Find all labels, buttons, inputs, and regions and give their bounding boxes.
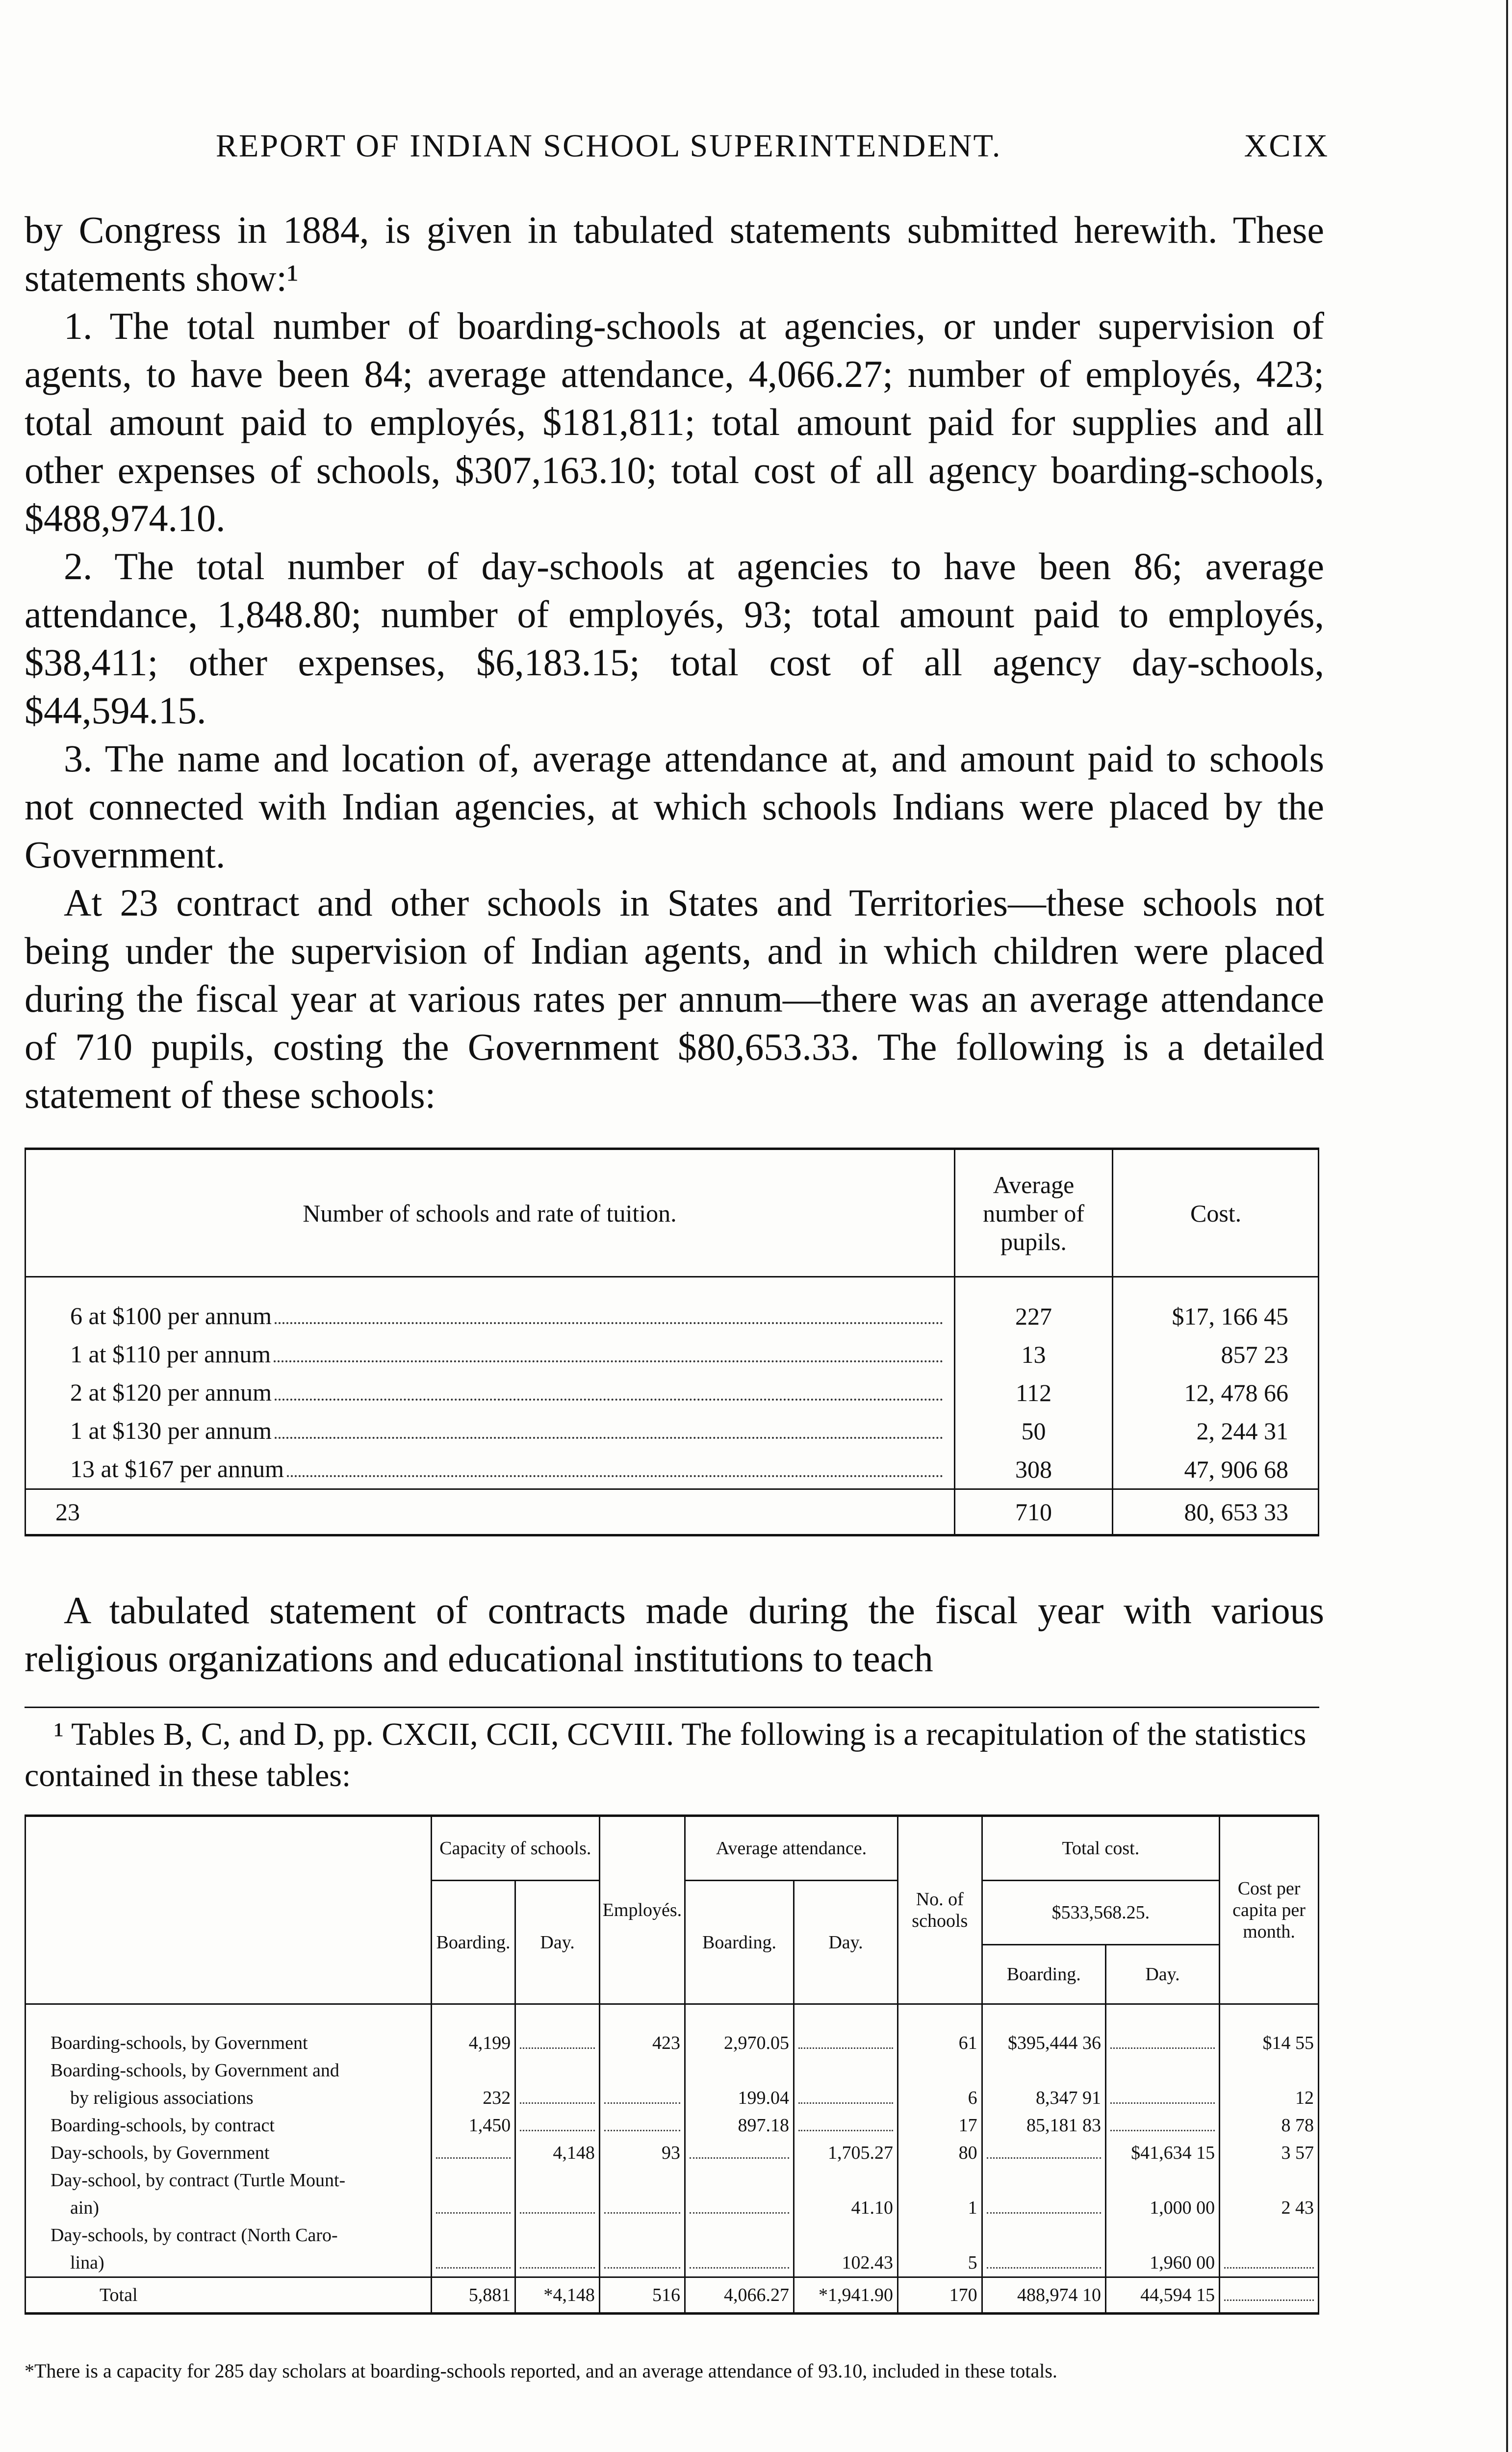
- row-label: 6 at $100 per annum: [70, 1302, 272, 1329]
- attendance-boarding-header: Boarding.: [685, 1881, 794, 2004]
- cell: 8 78: [1220, 2112, 1319, 2139]
- cell: 12: [1220, 2084, 1319, 2112]
- table-row: [26, 2167, 1319, 2194]
- cost-day-header: Day.: [1105, 1945, 1219, 2004]
- total-label: 23: [26, 1489, 955, 1535]
- footnote-text: ¹ Tables B, C, and D, pp. CXCII, CCII, CCVIII. The following is a recapitulation of the statistics contained in these tables:: [25, 1716, 1307, 1793]
- cell: 6: [898, 2084, 982, 2112]
- row-label: 13 at $167 per annum: [70, 1455, 284, 1482]
- total-cell: 44,594 15: [1105, 2277, 1219, 2314]
- blank-header: [26, 1816, 432, 2004]
- total-cell: *4,148: [515, 2277, 600, 2314]
- total-cost-header: Total cost.: [982, 1816, 1220, 1881]
- cell: 5: [898, 2249, 982, 2277]
- table-row: [26, 2057, 1319, 2084]
- total-cell: 4,066.27: [685, 2277, 794, 2314]
- table-row: [26, 2249, 1319, 2277]
- table-row: [26, 2222, 1319, 2249]
- row-label: 2 at $120 per annum: [70, 1379, 272, 1406]
- cell: 112: [954, 1374, 1112, 1412]
- cell: 1,960 00: [1105, 2249, 1219, 2277]
- row-label: Boarding-schools, by contract: [26, 2112, 432, 2139]
- row-label: 1 at $130 per annum: [70, 1417, 272, 1444]
- column-header: Average number of pupils.: [954, 1149, 1112, 1277]
- cell: 1,450: [431, 2112, 515, 2139]
- paragraph: 1. The total number of boarding-schools at agencies, or under supervision of agents, to have been 84; average attendance, 4,066.27; number of employés, 423; total amount paid to employés, $181,811; total amount paid for supplies and all other expenses of schools, $307,163.10; total cost of all agency boarding-schools, $488,974.10.: [25, 305, 1324, 539]
- total-amount-header: $533,568.25.: [982, 1881, 1220, 1945]
- employes-header: Employés.: [599, 1816, 685, 2004]
- recapitulation-table: [25, 1814, 1319, 2315]
- row-label: Boarding-schools, by Government and: [26, 2057, 432, 2084]
- page-edge: [1506, 0, 1508, 2452]
- footnote-rule: [25, 1707, 1319, 1708]
- cell: 308: [954, 1450, 1112, 1489]
- total-cell: 170: [898, 2277, 982, 2314]
- cell: 3 57: [1220, 2139, 1319, 2167]
- cell: 61: [898, 2029, 982, 2057]
- cell: 17: [898, 2112, 982, 2139]
- table-row: [26, 2139, 1319, 2167]
- cell: $395,444 36: [982, 2029, 1105, 2057]
- row-label: by religious associations: [26, 2084, 432, 2112]
- table-footnote-text: *There is a capacity for 285 day scholars at boarding-schools reported, and an average attendance of 93.10, included in these totals.: [25, 2360, 1057, 2382]
- total-cell: 80, 653 33: [1113, 1489, 1319, 1535]
- cell: 897.18: [685, 2112, 794, 2139]
- total-cell: 5,881: [431, 2277, 515, 2314]
- row-label: Day-schools, by contract (North Caro-: [26, 2222, 432, 2249]
- cell: 4,148: [515, 2139, 600, 2167]
- attendance-header: Average attendance.: [685, 1816, 897, 1881]
- cell: 102.43: [794, 2249, 898, 2277]
- cell: 50: [954, 1412, 1112, 1450]
- cell: 85,181 83: [982, 2112, 1105, 2139]
- paragraph: A tabulated statement of contracts made during the fiscal year with various religious organizations and educational institutions to teach: [25, 1589, 1324, 1680]
- cell: 1: [898, 2194, 982, 2222]
- table-row: [26, 1335, 1319, 1374]
- cell: $41,634 15: [1105, 2139, 1219, 2167]
- table-row: [26, 1374, 1319, 1412]
- cell: 232: [431, 2084, 515, 2112]
- row-label: 1 at $110 per annum: [70, 1340, 271, 1368]
- per-capita-header: Cost per capita per month.: [1220, 1816, 1319, 2004]
- total-cell: *1,941.90: [794, 2277, 898, 2314]
- table-row: [26, 1412, 1319, 1450]
- cell: 4,199: [431, 2029, 515, 2057]
- cell: 1,705.27: [794, 2139, 898, 2167]
- cell: 1,000 00: [1105, 2194, 1219, 2222]
- cell: $14 55: [1220, 2029, 1319, 2057]
- column-header: Cost.: [1113, 1149, 1319, 1277]
- total-cell: 516: [599, 2277, 685, 2314]
- paragraph: by Congress in 1884, is given in tabulated statements submitted herewith. These statements show:¹: [25, 208, 1324, 299]
- body-text-continued: [25, 1586, 1324, 1683]
- cell: 12, 478 66: [1113, 1374, 1319, 1412]
- cell: 80: [898, 2139, 982, 2167]
- header-title: REPORT OF INDIAN SCHOOL SUPERINTENDENT.: [216, 128, 1002, 164]
- row-label: Boarding-schools, by Government: [26, 2029, 432, 2057]
- total-row: [26, 1489, 1319, 1535]
- column-header: Number of schools and rate of tuition.: [26, 1149, 955, 1277]
- table-row: [26, 1450, 1319, 1489]
- body-text: [25, 206, 1324, 1119]
- cell: 2, 244 31: [1113, 1412, 1319, 1450]
- cost-boarding-header: Boarding.: [982, 1945, 1105, 2004]
- cell: 41.10: [794, 2194, 898, 2222]
- row-label: lina): [26, 2249, 432, 2277]
- cell: 8,347 91: [982, 2084, 1105, 2112]
- table-header-row: [26, 1149, 1319, 1277]
- table-row: [26, 2112, 1319, 2139]
- page-number: XCIX: [1244, 128, 1329, 164]
- cell: $17, 166 45: [1113, 1277, 1319, 1336]
- row-label: Day-school, by contract (Turtle Mount-: [26, 2167, 432, 2194]
- table-row: [26, 2084, 1319, 2112]
- capacity-header: Capacity of schools.: [431, 1816, 599, 1881]
- cell: 47, 906 68: [1113, 1450, 1319, 1489]
- cell: 423: [599, 2029, 685, 2057]
- cell: 199.04: [685, 2084, 794, 2112]
- row-label: Day-schools, by Government: [26, 2139, 432, 2167]
- cell: 13: [954, 1335, 1112, 1374]
- tuition-table: [25, 1148, 1319, 1536]
- cell: 857 23: [1113, 1335, 1319, 1374]
- schools-header: No. of schools: [898, 1816, 982, 2004]
- paragraph: 3. The name and location of, average attendance at, and amount paid to schools not connected with Indian agencies, at which schools Indians were placed by the Government.: [25, 737, 1324, 876]
- table-row: [26, 2194, 1319, 2222]
- paragraph: 2. The total number of day-schools at agencies to have been 86; average attendance, 1,848.80; number of employés, 93; total amount paid to employés, $38,411; other expenses, $6,183.15; total cost of all agency day-schools, $44,594.15.: [25, 545, 1324, 732]
- row-label: ain): [26, 2194, 432, 2222]
- total-label: Total: [26, 2277, 432, 2314]
- table-footnote: [25, 2359, 1319, 2383]
- running-header: [216, 128, 1329, 165]
- attendance-day-header: Day.: [794, 1881, 898, 2004]
- cell: 227: [954, 1277, 1112, 1336]
- capacity-boarding-header: Boarding.: [431, 1881, 515, 2004]
- cell: 93: [599, 2139, 685, 2167]
- cell: 2 43: [1220, 2194, 1319, 2222]
- total-cell: 710: [954, 1489, 1112, 1535]
- capacity-day-header: Day.: [515, 1881, 600, 2004]
- footnote: [25, 1714, 1324, 1796]
- table-row: [26, 1277, 1319, 1336]
- table-row: [26, 2029, 1319, 2057]
- total-row: [26, 2277, 1319, 2314]
- paragraph: At 23 contract and other schools in States and Territories—these schools not being under the supervision of Indian agents, and in which children were placed during the fiscal year at various rates per annum—there was an average attendance of 710 pupils, costing the Government $80,653.33. The following is a detailed statement of these schools:: [25, 881, 1324, 1116]
- cell: 2,970.05: [685, 2029, 794, 2057]
- total-cell: 488,974 10: [982, 2277, 1105, 2314]
